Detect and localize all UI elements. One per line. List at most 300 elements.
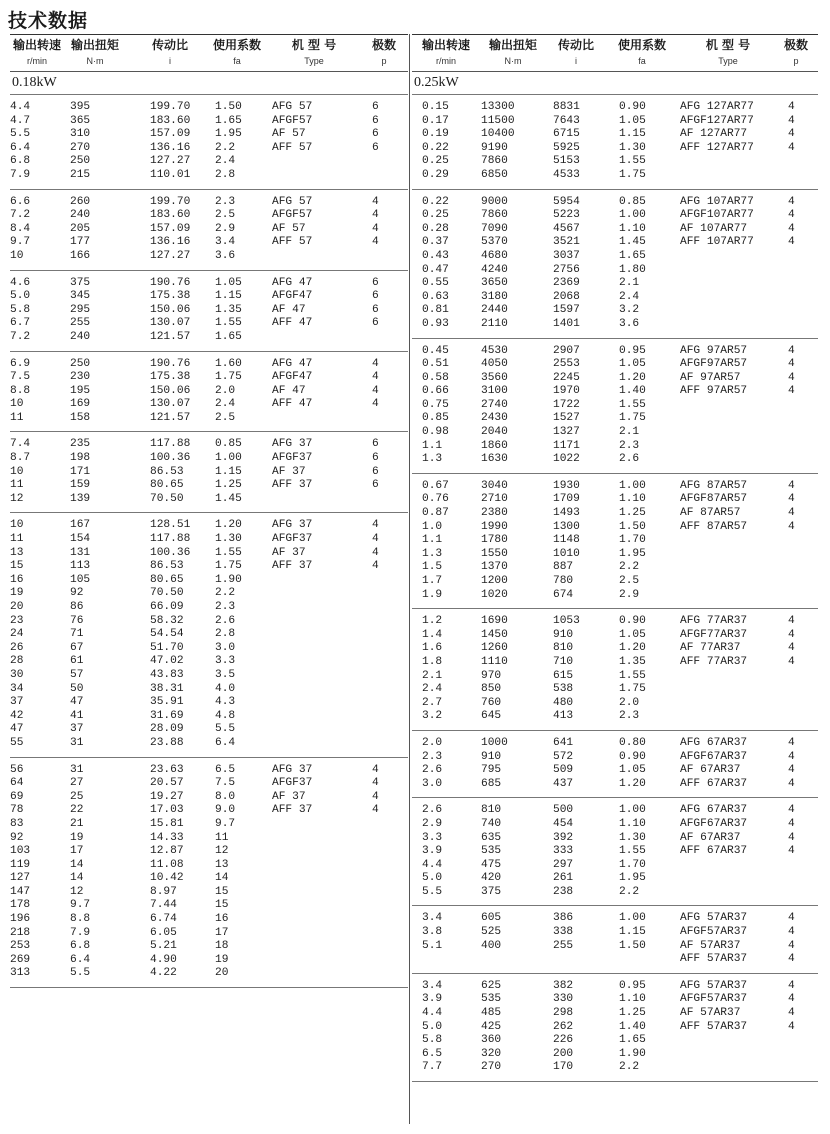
speed-cell: 4.6 xyxy=(10,276,31,289)
type-cell: AFGF77AR37 xyxy=(680,628,748,641)
torque-cell: 395 xyxy=(70,101,91,113)
table-row xyxy=(412,953,818,967)
table-row xyxy=(10,804,408,818)
table-row xyxy=(10,385,408,399)
speed-cell: 0.47 xyxy=(422,263,449,276)
poles-cell: 4 xyxy=(788,209,795,222)
service-factor-cell: 3.3 xyxy=(215,655,236,668)
torque-cell: 71 xyxy=(70,628,84,641)
torque-cell: 5.5 xyxy=(70,967,91,980)
ratio-cell: 1401 xyxy=(553,317,580,330)
data-group xyxy=(412,474,818,609)
service-factor-cell: 1.10 xyxy=(619,993,646,1006)
poles-cell: 4 xyxy=(788,385,795,398)
ratio-cell: 887 xyxy=(553,561,574,574)
table-row xyxy=(412,886,818,900)
table-row xyxy=(412,128,818,142)
service-factor-cell: 2.4 xyxy=(619,290,640,303)
poles-cell: 6 xyxy=(372,303,379,316)
service-factor-cell: 1.00 xyxy=(215,452,242,465)
torque-cell: 67 xyxy=(70,641,84,654)
ratio-cell: 386 xyxy=(553,912,574,925)
service-factor-cell: 0.90 xyxy=(619,750,646,763)
header-service-factor: 使用系数 fa xyxy=(617,38,666,66)
table-row xyxy=(412,980,818,994)
poles-cell: 6 xyxy=(372,276,379,289)
table-row xyxy=(10,519,408,533)
service-factor-cell: 1.45 xyxy=(619,236,646,249)
type-cell: AFG 97AR57 xyxy=(680,344,748,357)
poles-cell: 4 xyxy=(788,979,795,992)
type-cell: AFGF57 xyxy=(272,114,313,127)
speed-cell: 4.4 xyxy=(10,101,31,113)
table-row xyxy=(412,277,818,291)
torque-cell: 475 xyxy=(481,858,502,871)
service-factor-cell: 1.15 xyxy=(215,465,242,478)
table-row xyxy=(10,764,408,778)
torque-cell: 360 xyxy=(481,1034,502,1047)
ratio-cell: 8.97 xyxy=(150,885,177,898)
torque-cell: 4240 xyxy=(481,263,508,276)
table-row xyxy=(412,926,818,940)
ratio-cell: 117.88 xyxy=(150,533,191,546)
table-row xyxy=(10,723,408,737)
data-group xyxy=(412,339,818,474)
type-cell: AFF 127AR77 xyxy=(680,141,754,154)
speed-cell: 9.7 xyxy=(10,236,31,249)
service-factor-cell: 1.20 xyxy=(215,519,242,532)
ratio-cell: 1300 xyxy=(553,520,580,533)
speed-cell: 11 xyxy=(10,479,24,492)
type-cell: AF 97AR57 xyxy=(680,371,741,384)
service-factor-cell: 1.35 xyxy=(215,303,242,316)
table-row xyxy=(10,290,408,304)
table-row xyxy=(412,372,818,386)
torque-cell: 3560 xyxy=(481,371,508,384)
speed-cell: 7.9 xyxy=(10,168,31,181)
poles-cell: 4 xyxy=(788,939,795,952)
service-factor-cell: 1.75 xyxy=(215,371,242,384)
torque-cell: 2110 xyxy=(481,317,508,330)
torque-cell: 2710 xyxy=(481,493,508,506)
table-row xyxy=(412,940,818,954)
speed-cell: 3.8 xyxy=(422,926,443,939)
header-ratio: 传动比 i xyxy=(557,38,594,66)
service-factor-cell: 1.00 xyxy=(619,912,646,925)
service-factor-cell: 2.6 xyxy=(215,614,236,627)
data-group xyxy=(412,906,818,973)
table-row xyxy=(412,304,818,318)
type-cell: AFF 87AR57 xyxy=(680,520,748,533)
type-cell: AFF 37 xyxy=(272,804,313,817)
speed-cell: 2.6 xyxy=(422,764,443,777)
speed-cell: 6.7 xyxy=(10,317,31,330)
table-row xyxy=(412,209,818,223)
speed-cell: 253 xyxy=(10,940,31,953)
table-row xyxy=(10,533,408,547)
table-row xyxy=(10,493,408,507)
torque-cell: 645 xyxy=(481,710,502,723)
table-row xyxy=(10,628,408,642)
service-factor-cell: 1.95 xyxy=(215,128,242,141)
service-factor-cell: 15 xyxy=(215,885,229,898)
speed-cell: 37 xyxy=(10,696,24,709)
ratio-cell: 413 xyxy=(553,710,574,723)
service-factor-cell: 1.40 xyxy=(619,385,646,398)
torque-cell: 205 xyxy=(70,222,91,235)
torque-cell: 2430 xyxy=(481,412,508,425)
table-row xyxy=(10,209,408,223)
ratio-cell: 298 xyxy=(553,1007,574,1020)
speed-cell: 13 xyxy=(10,546,24,559)
ratio-cell: 2068 xyxy=(553,290,580,303)
torque-cell: 10400 xyxy=(481,128,515,141)
type-cell: AFGF37 xyxy=(272,777,313,790)
torque-cell: 61 xyxy=(70,655,84,668)
table-row xyxy=(10,317,408,331)
ratio-cell: 199.70 xyxy=(150,101,191,113)
ratio-cell: 43.83 xyxy=(150,668,184,681)
service-factor-cell: 1.90 xyxy=(215,573,242,586)
speed-cell: 0.93 xyxy=(422,317,449,330)
speed-cell: 1.3 xyxy=(422,453,443,466)
service-factor-cell: 1.95 xyxy=(619,872,646,885)
ratio-cell: 190.76 xyxy=(150,276,191,289)
type-cell: AFF 67AR37 xyxy=(680,777,748,790)
type-cell: AF 37 xyxy=(272,790,306,803)
ratio-cell: 5223 xyxy=(553,209,580,222)
speed-cell: 0.29 xyxy=(422,168,449,181)
type-cell: AFF 97AR57 xyxy=(680,385,748,398)
service-factor-cell: 2.5 xyxy=(215,209,236,222)
service-factor-cell: 3.4 xyxy=(215,236,236,249)
torque-cell: 535 xyxy=(481,845,502,858)
service-factor-cell: 1.60 xyxy=(215,357,242,370)
speed-cell: 0.76 xyxy=(422,493,449,506)
torque-cell: 5370 xyxy=(481,236,508,249)
data-group xyxy=(412,798,818,906)
table-row xyxy=(10,196,408,210)
ratio-cell: 80.65 xyxy=(150,573,184,586)
service-factor-cell: 1.30 xyxy=(619,831,646,844)
type-cell: AFG 37 xyxy=(272,763,313,776)
service-factor-cell: 1.35 xyxy=(619,655,646,668)
service-factor-cell: 1.65 xyxy=(215,330,242,343)
ratio-cell: 3037 xyxy=(553,249,580,262)
service-factor-cell: 3.2 xyxy=(619,304,640,317)
service-factor-cell: 1.20 xyxy=(619,777,646,790)
service-factor-cell: 12 xyxy=(215,845,229,858)
torque-cell: 1000 xyxy=(481,736,508,749)
table-row xyxy=(10,304,408,318)
torque-cell: 260 xyxy=(70,195,91,208)
type-cell: AFGF67AR37 xyxy=(680,817,748,830)
ratio-cell: 51.70 xyxy=(150,641,184,654)
torque-cell: 6850 xyxy=(481,168,508,181)
ratio-cell: 121.57 xyxy=(150,411,191,424)
poles-cell: 4 xyxy=(372,533,379,546)
torque-cell: 47 xyxy=(70,696,84,709)
torque-cell: 8.8 xyxy=(70,913,91,926)
torque-cell: 9.7 xyxy=(70,899,91,912)
ratio-cell: 710 xyxy=(553,655,574,668)
service-factor-cell: 2.4 xyxy=(215,155,236,168)
service-factor-cell: 1.05 xyxy=(619,358,646,371)
torque-cell: 605 xyxy=(481,912,502,925)
torque-cell: 50 xyxy=(70,682,84,695)
speed-cell: 0.22 xyxy=(422,141,449,154)
ratio-cell: 500 xyxy=(553,804,574,817)
left-table xyxy=(10,34,408,988)
ratio-cell: 297 xyxy=(553,858,574,871)
ratio-cell: 1709 xyxy=(553,493,580,506)
data-group xyxy=(412,731,818,798)
service-factor-cell: 1.90 xyxy=(619,1047,646,1060)
torque-cell: 310 xyxy=(70,128,91,141)
poles-cell: 6 xyxy=(372,290,379,303)
torque-cell: 4680 xyxy=(481,249,508,262)
type-cell: AFG 57AR37 xyxy=(680,979,748,992)
table-row xyxy=(412,737,818,751)
ratio-cell: 910 xyxy=(553,628,574,641)
power-rating: 0.25kW xyxy=(412,72,818,95)
type-cell: AFG 67AR37 xyxy=(680,736,748,749)
table-row xyxy=(10,696,408,710)
table-row xyxy=(412,778,818,792)
poles-cell: 4 xyxy=(788,777,795,790)
ratio-cell: 35.91 xyxy=(150,696,184,709)
table-row xyxy=(10,277,408,291)
torque-cell: 21 xyxy=(70,817,84,830)
table-row xyxy=(412,115,818,129)
table-row xyxy=(10,587,408,601)
table-row xyxy=(412,589,818,603)
ratio-cell: 238 xyxy=(553,885,574,898)
torque-cell: 270 xyxy=(481,1061,502,1074)
table-row xyxy=(10,250,408,264)
speed-cell: 0.19 xyxy=(422,128,449,141)
service-factor-cell: 0.85 xyxy=(215,438,242,451)
ratio-cell: 538 xyxy=(553,683,574,696)
ratio-cell: 1327 xyxy=(553,426,580,439)
table-row xyxy=(10,886,408,900)
poles-cell: 6 xyxy=(372,101,379,113)
table-row xyxy=(10,438,408,452)
ratio-cell: 5925 xyxy=(553,141,580,154)
torque-cell: 365 xyxy=(70,114,91,127)
torque-cell: 7090 xyxy=(481,222,508,235)
type-cell: AFG 127AR77 xyxy=(680,101,754,113)
poles-cell: 4 xyxy=(372,790,379,803)
torque-cell: 177 xyxy=(70,236,91,249)
table-row xyxy=(10,155,408,169)
torque-cell: 2440 xyxy=(481,304,508,317)
table-row xyxy=(10,101,408,115)
poles-cell: 4 xyxy=(788,764,795,777)
ratio-cell: 121.57 xyxy=(150,330,191,343)
type-cell: AFG 57AR37 xyxy=(680,912,748,925)
ratio-cell: 338 xyxy=(553,926,574,939)
torque-cell: 19 xyxy=(70,831,84,844)
poles-cell: 4 xyxy=(788,993,795,1006)
ratio-cell: 183.60 xyxy=(150,209,191,222)
ratio-cell: 100.36 xyxy=(150,452,191,465)
poles-cell: 4 xyxy=(372,236,379,249)
table-row xyxy=(412,872,818,886)
torque-cell: 171 xyxy=(70,465,91,478)
torque-cell: 255 xyxy=(70,317,91,330)
ratio-cell: 674 xyxy=(553,588,574,601)
speed-cell: 16 xyxy=(10,573,24,586)
table-row xyxy=(412,440,818,454)
service-factor-cell: 2.5 xyxy=(619,575,640,587)
speed-cell: 83 xyxy=(10,817,24,830)
ratio-cell: 58.32 xyxy=(150,614,184,627)
service-factor-cell: 1.15 xyxy=(215,290,242,303)
service-factor-cell: 1.30 xyxy=(619,141,646,154)
poles-cell: 4 xyxy=(372,777,379,790)
torque-cell: 158 xyxy=(70,411,91,424)
data-group xyxy=(412,974,818,1082)
speed-cell: 127 xyxy=(10,872,31,885)
speed-cell: 0.66 xyxy=(422,385,449,398)
poles-cell: 6 xyxy=(372,317,379,330)
speed-cell: 0.98 xyxy=(422,426,449,439)
ratio-cell: 136.16 xyxy=(150,236,191,249)
torque-cell: 1450 xyxy=(481,628,508,641)
torque-cell: 345 xyxy=(70,290,91,303)
service-factor-cell: 17 xyxy=(215,926,229,939)
type-cell: AF 37 xyxy=(272,465,306,478)
service-factor-cell: 1.25 xyxy=(215,479,242,492)
speed-cell: 5.5 xyxy=(422,885,443,898)
table-row xyxy=(412,993,818,1007)
speed-cell: 6.4 xyxy=(10,141,31,154)
speed-cell: 3.9 xyxy=(422,993,443,1006)
table-row xyxy=(412,196,818,210)
ratio-cell: 127.27 xyxy=(150,155,191,168)
torque-cell: 169 xyxy=(70,398,91,411)
table-row xyxy=(412,101,818,115)
type-cell: AF 67AR37 xyxy=(680,764,741,777)
ratio-cell: 437 xyxy=(553,777,574,790)
service-factor-cell: 16 xyxy=(215,913,229,926)
ratio-cell: 66.09 xyxy=(150,601,184,613)
torque-cell: 105 xyxy=(70,573,91,586)
ratio-cell: 1527 xyxy=(553,412,580,425)
header-poles: 极数 p xyxy=(371,38,396,66)
service-factor-cell: 1.75 xyxy=(619,412,646,425)
service-factor-cell: 2.2 xyxy=(619,561,640,574)
table-row xyxy=(412,291,818,305)
poles-cell: 4 xyxy=(788,128,795,141)
speed-cell: 0.55 xyxy=(422,277,449,290)
poles-cell: 4 xyxy=(788,358,795,371)
speed-cell: 56 xyxy=(10,763,24,776)
service-factor-cell: 4.8 xyxy=(215,709,236,722)
data-group xyxy=(10,432,408,513)
table-row xyxy=(10,331,408,345)
service-factor-cell: 1.55 xyxy=(619,669,646,682)
table-row xyxy=(412,493,818,507)
ratio-cell: 17.03 xyxy=(150,804,184,817)
torque-cell: 25 xyxy=(70,790,84,803)
service-factor-cell: 3.6 xyxy=(215,249,236,262)
ratio-cell: 480 xyxy=(553,696,574,709)
service-factor-cell: 1.55 xyxy=(215,546,242,559)
speed-cell: 0.22 xyxy=(422,195,449,208)
ratio-cell: 1597 xyxy=(553,304,580,317)
poles-cell: 4 xyxy=(788,371,795,384)
torque-cell: 3180 xyxy=(481,290,508,303)
ratio-cell: 641 xyxy=(553,736,574,749)
table-row xyxy=(412,751,818,765)
type-cell: AFF 37 xyxy=(272,479,313,492)
header-poles: 极数 p xyxy=(783,38,808,66)
speed-cell: 1.9 xyxy=(422,588,443,601)
service-factor-cell: 1.95 xyxy=(619,547,646,560)
ratio-cell: 4.22 xyxy=(150,967,177,980)
table-row xyxy=(412,453,818,467)
torque-cell: 240 xyxy=(70,330,91,343)
torque-cell: 240 xyxy=(70,209,91,222)
header-type: 机 型 号 Type xyxy=(291,38,337,66)
service-factor-cell: 19 xyxy=(215,953,229,966)
table-row xyxy=(10,818,408,832)
torque-cell: 57 xyxy=(70,668,84,681)
type-cell: AF 57AR37 xyxy=(680,939,741,952)
speed-cell: 196 xyxy=(10,913,31,926)
ratio-cell: 10.42 xyxy=(150,872,184,885)
poles-cell: 6 xyxy=(372,141,379,154)
poles-cell: 4 xyxy=(372,560,379,573)
speed-cell: 1.4 xyxy=(422,628,443,641)
service-factor-cell: 1.50 xyxy=(619,939,646,952)
service-factor-cell: 11 xyxy=(215,831,229,844)
ratio-cell: 255 xyxy=(553,939,574,952)
torque-cell: 525 xyxy=(481,926,502,939)
service-factor-cell: 9.0 xyxy=(215,804,236,817)
ratio-cell: 810 xyxy=(553,642,574,655)
poles-cell: 6 xyxy=(372,452,379,465)
table-row xyxy=(10,601,408,615)
data-group xyxy=(10,271,408,352)
poles-cell: 4 xyxy=(788,520,795,533)
table-row xyxy=(412,345,818,359)
type-cell: AFGF67AR37 xyxy=(680,750,748,763)
speed-cell: 78 xyxy=(10,804,24,817)
torque-cell: 7.9 xyxy=(70,926,91,939)
table-header xyxy=(10,34,408,72)
table-row xyxy=(412,818,818,832)
ratio-cell: 70.50 xyxy=(150,492,184,505)
torque-cell: 215 xyxy=(70,168,91,181)
type-cell: AFF 37 xyxy=(272,560,313,573)
type-cell: AFGF87AR57 xyxy=(680,493,748,506)
ratio-cell: 183.60 xyxy=(150,114,191,127)
speed-cell: 1.7 xyxy=(422,575,443,587)
ratio-cell: 1148 xyxy=(553,534,580,547)
service-factor-cell: 2.2 xyxy=(619,1061,640,1074)
table-row xyxy=(412,629,818,643)
speed-cell: 0.37 xyxy=(422,236,449,249)
table-row xyxy=(10,169,408,183)
ratio-cell: 392 xyxy=(553,831,574,844)
poles-cell: 4 xyxy=(788,114,795,127)
table-row xyxy=(10,466,408,480)
table-row xyxy=(412,615,818,629)
ratio-cell: 110.01 xyxy=(150,168,191,181)
